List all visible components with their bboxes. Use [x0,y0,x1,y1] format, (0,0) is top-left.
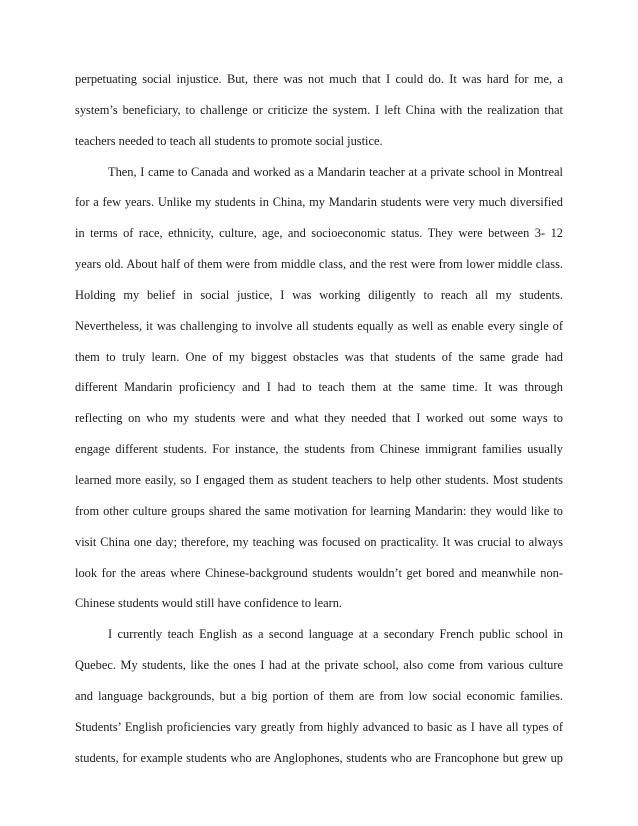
paragraph-2-line-1: Then, I came to Canada and worked as a Mandarin teacher at a private school in Montreal [108,164,563,179]
paragraph-2-line-13: visit China one day; therefore, my teaching was focused on practicality. It was crucial to always [75,534,563,549]
paragraph-2-line-6: Nevertheless, it was challenging to involve all students equally as well as enable every single of [75,318,563,333]
paragraph-2-line-2: for a few years. Unlike my students in China, my Mandarin students were very much diversified [75,195,563,210]
paragraph-3-line-4: Students’ English proficiencies vary greatly from highly advanced to basic as I have all types of [75,719,563,734]
paragraph-3-line-5: students, for example students who are Anglophones, students who are Francophone but grew up [75,750,563,765]
paragraph-3-line-2: Quebec. My students, like the ones I had at the private school, also come from various culture [75,658,563,673]
paragraph-1-line-2: system’s beneficiary, to challenge or criticize the system. I left China with the realization that [75,102,563,117]
paragraph-2-line-11: learned more easily, so I engaged them as student teachers to help other students. Most students [75,472,563,487]
paragraph-2-line-4: years old. About half of them were from middle class, and the rest were from lower middle class. [75,257,563,272]
essay-body [75,64,563,773]
paragraph-3-line-1: I currently teach English as a second language at a secondary French public school in [108,627,563,642]
paragraph-2-line-9: reflecting on who my students were and what they needed that I worked out some ways to [75,411,563,426]
paragraph-3-line-3: and language backgrounds, but a big portion of them are from low social economic families. [75,688,563,703]
paragraph-2-line-12: from other culture groups shared the same motivation for learning Mandarin: they would like to [75,503,563,518]
paragraph-2-line-8: different Mandarin proficiency and I had to teach them at the same time. It was through [75,380,563,395]
paragraph-1-line-1: perpetuating social injustice. But, there was not much that I could do. It was hard for me, a [75,72,563,86]
paragraph-2-line-15: Chinese students would still have confidence to learn. [75,596,343,611]
paragraph-2-line-10: engage different students. For instance, the students from Chinese immigrant families usually [75,442,563,457]
paragraph-2-line-14: look for the areas where Chinese-background students wouldn’t get bored and meanwhile non- [75,565,563,580]
paragraph-1-line-3: teachers needed to teach all students to promote social justice. [75,133,383,148]
paragraph-2-line-3: in terms of race, ethnicity, culture, age, and socioeconomic status. They were between 3- 12 [75,226,563,241]
paragraph-2-line-7: them to truly learn. One of my biggest obstacles was that students of the same grade had [75,349,563,364]
paragraph-2-line-5: Holding my belief in social justice, I was working diligently to reach all my students. [75,287,563,302]
